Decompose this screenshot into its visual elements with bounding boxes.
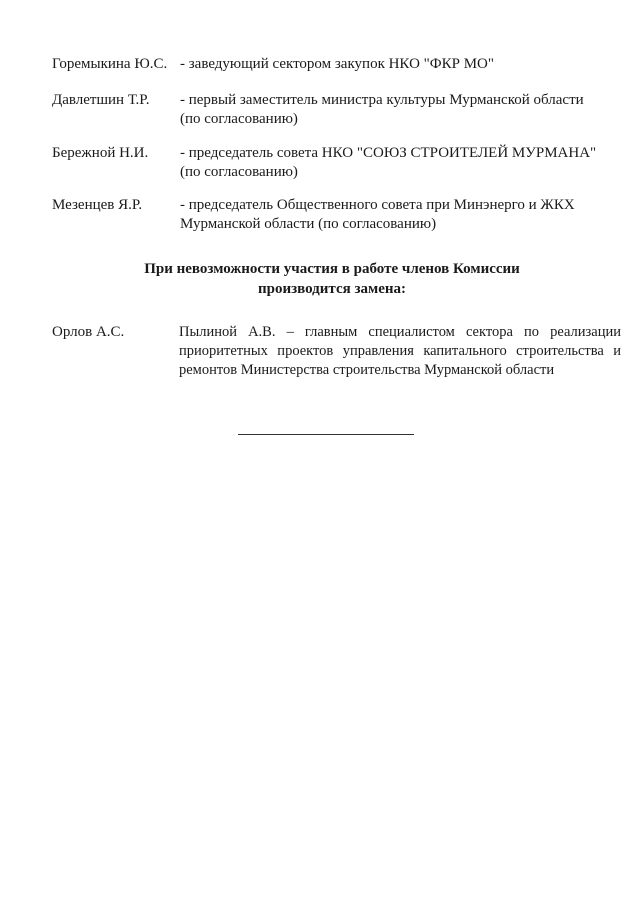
note-line-2: производится замена:: [257, 281, 407, 297]
member-name: Мезенцев Я.Р.: [52, 197, 143, 213]
replacement-note-heading: [52, 259, 612, 299]
member-role: - председатель совета НКО "СОЮЗ СТРОИТЕЛЕЙ МУРМАНА" (по согласованию): [180, 145, 597, 180]
member-role: - заведующий сектором закупок НКО "ФКР МО": [180, 56, 495, 72]
note-line-1: При невозможности участия в работе членов Комиссии: [144, 261, 520, 277]
replacement-description: Пылиной А.В. – главным специалистом сектора по реализации приоритетных проектов управления капитального строительства и ремонтов Министерства строительства Мурманской области: [179, 324, 621, 378]
member-name: Бережной Н.И.: [52, 145, 149, 161]
member-name: Давлетшин Т.Р.: [52, 92, 150, 108]
replaced-member-name: Орлов А.С.: [52, 324, 125, 340]
member-role: - первый заместитель министра культуры Мурманской области (по согласованию): [180, 92, 584, 127]
member-role: - председатель Общественного совета при Минэнерго и ЖКХ Мурманской области (по согласованию): [180, 197, 575, 232]
closing-divider-line: [238, 434, 414, 435]
member-name: Горемыкина Ю.С.: [52, 56, 168, 72]
